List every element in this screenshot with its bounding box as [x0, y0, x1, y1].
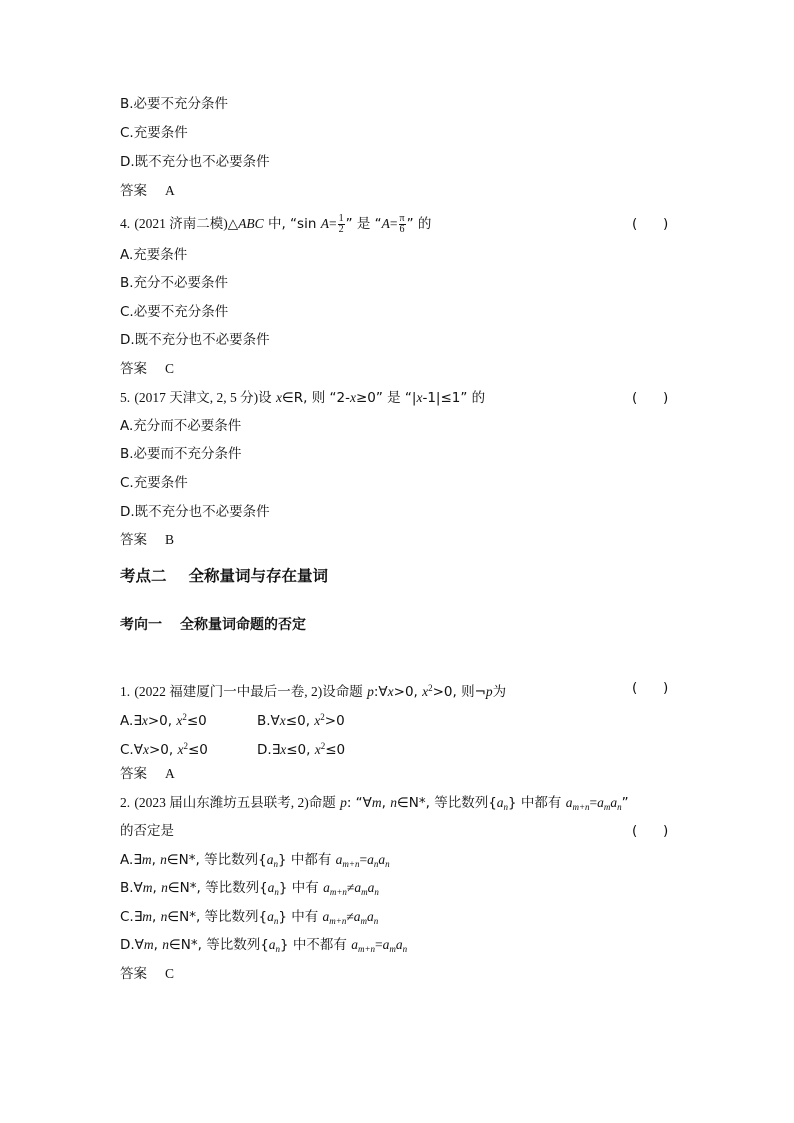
option-prefix: B.∀ — [257, 713, 280, 729]
text-segment: } 中不都有 — [280, 937, 352, 953]
var-a: a — [351, 937, 358, 952]
answer-label: 答案 — [120, 532, 147, 548]
answer-value: A — [165, 183, 175, 198]
relation-sign: ≠ — [346, 909, 354, 924]
answer-bracket: ( ) — [632, 216, 669, 232]
question-1-stem — [120, 679, 506, 701]
option-c: C.充要条件 — [120, 475, 188, 491]
answer-bracket: ( ) — [632, 823, 669, 839]
var-x: x — [280, 742, 287, 757]
text-segment: ∈N*, 等比数列{ — [166, 852, 267, 868]
text-segment: ∈N*, 等比数列{ — [167, 909, 268, 925]
var-m: m — [371, 795, 382, 810]
subscript: n — [402, 944, 408, 954]
var-p: p — [340, 795, 347, 810]
text-segment: , — [152, 909, 161, 925]
question-5-stem — [120, 389, 485, 407]
var-x: x — [416, 390, 423, 405]
text-segment: ∈R, 则 “2- — [281, 390, 350, 406]
question-source: (2022 福建厦门一中最后一卷, 2) — [134, 684, 323, 699]
text-segment: ≥0” 是 “| — [355, 390, 417, 406]
text-segment: 中, “sin — [263, 216, 321, 232]
option-d: D.既不充分也不必要条件 — [120, 154, 270, 170]
var-abc: ABC — [238, 216, 264, 231]
option-prefix: D.∀ — [120, 937, 144, 953]
exponent: 2 — [428, 683, 433, 693]
question-2-stem-line2: 的否定是 — [120, 823, 174, 839]
option-prefix: D.∃ — [257, 742, 281, 758]
var-m: m — [141, 852, 152, 867]
option-b: B.必要不充分条件 — [120, 96, 229, 112]
var-a: a — [496, 795, 504, 810]
var-a: a — [267, 880, 275, 895]
question-number: 4. — [120, 216, 131, 231]
answer-label: 答案 — [120, 966, 147, 982]
subscript: m — [389, 944, 396, 954]
text-segment: } 中都有 — [277, 852, 336, 868]
subscript: n — [617, 802, 622, 812]
answer-label: 答案 — [120, 766, 147, 782]
text-segment: >0, — [393, 684, 423, 700]
option-a: A.充分而不必要条件 — [120, 418, 242, 434]
question-number: 5. — [120, 390, 131, 405]
option-b — [120, 879, 379, 901]
text-segment: ∈N*, 等比数列{ — [167, 880, 268, 896]
text-segment: , — [152, 880, 162, 896]
text-segment: ” 是 “ — [345, 216, 382, 232]
text-segment: ≤0, — [286, 742, 315, 758]
subscript: m — [360, 916, 368, 926]
frac-denominator: 6 — [399, 223, 405, 235]
text-segment: 命题 — [308, 795, 341, 811]
var-x: x — [314, 742, 321, 757]
subscript: n — [373, 916, 379, 926]
var-a: a — [367, 880, 375, 895]
option-prefix: B.∀ — [120, 880, 143, 896]
text-segment: ” 的 — [406, 216, 432, 232]
option-prefix: A.∃ — [120, 852, 142, 868]
subscript: n — [273, 916, 279, 926]
subscript: m — [603, 802, 611, 812]
answer-line — [120, 360, 174, 378]
option-c — [120, 737, 208, 759]
question-number: 2. — [120, 795, 131, 810]
triangle-symbol: △ — [227, 216, 239, 232]
subscript: n — [274, 887, 279, 897]
var-x: x — [279, 713, 286, 728]
var-a: a — [323, 880, 330, 895]
var-n: n — [160, 852, 167, 867]
option-d: D.既不充分也不必要条件 — [120, 504, 270, 520]
var-a: a — [382, 937, 390, 952]
var-a: a — [335, 852, 343, 867]
var-m: m — [142, 909, 152, 924]
subscript: m+n — [357, 944, 376, 954]
exponent: 2 — [320, 741, 326, 751]
var-a: a — [565, 795, 573, 810]
option-c: C.充要条件 — [120, 125, 188, 141]
option-a — [120, 708, 207, 730]
option-b: B.必要而不充分条件 — [120, 446, 242, 462]
frac-numerator: π — [399, 212, 405, 224]
equals-sign: = — [328, 216, 337, 231]
question-4-stem — [120, 212, 431, 236]
option-c — [120, 908, 378, 930]
subsection-title: 全称量词命题的否定 — [180, 617, 306, 633]
exponent: 2 — [183, 741, 188, 751]
var-a: a — [266, 852, 274, 867]
relation-sign: = — [359, 852, 368, 867]
text-segment: 设命题 — [322, 684, 368, 700]
text-segment: ≤0, — [285, 713, 315, 729]
answer-value: C — [165, 966, 175, 981]
var-a: a — [353, 909, 361, 924]
var-n: n — [161, 880, 168, 895]
var-m: m — [143, 937, 154, 952]
section-heading — [120, 566, 328, 586]
subscript: n — [503, 802, 509, 812]
text-segment: :∀ — [373, 684, 388, 700]
var-a: a — [610, 795, 618, 810]
var-x: x — [141, 713, 148, 728]
var-x: x — [349, 390, 356, 405]
text-segment: ” — [621, 795, 629, 811]
var-n: n — [162, 937, 170, 952]
option-a: A.充要条件 — [120, 247, 188, 263]
var-x: x — [142, 742, 149, 757]
equals-sign: = — [589, 795, 598, 810]
text-segment: , — [153, 937, 163, 953]
var-x: x — [314, 713, 321, 728]
answer-bracket: ( ) — [632, 680, 669, 696]
answer-value: A — [165, 766, 175, 781]
var-a: a — [597, 795, 604, 810]
answer-line — [120, 182, 175, 200]
var-a: a — [267, 909, 274, 924]
text-segment: ≤0 — [325, 742, 346, 758]
option-prefix: A.∃ — [120, 713, 142, 729]
option-prefix: C.∃ — [120, 909, 143, 925]
text-segment: ∈N*, 等比数列{ — [397, 795, 497, 811]
answer-line — [120, 531, 174, 549]
answer-label: 答案 — [120, 361, 147, 377]
var-x: x — [422, 684, 429, 699]
question-number: 1. — [120, 684, 131, 699]
option-d — [120, 936, 407, 958]
subsection-label: 考向一 — [120, 617, 162, 633]
question-source: (2017 天津文, 2, 5 分) — [134, 390, 259, 405]
text-segment: >0, — [147, 713, 177, 729]
var-p: p — [367, 684, 374, 699]
answer-line — [120, 965, 174, 983]
subsection-heading — [120, 615, 306, 635]
text-segment: 设 — [258, 390, 276, 406]
text-segment: >0, 则¬ — [432, 684, 486, 700]
text-segment: : “∀ — [346, 795, 372, 811]
subscript: m+n — [572, 802, 590, 812]
option-c: C.必要不充分条件 — [120, 304, 229, 320]
var-a: a — [378, 852, 386, 867]
var-x: x — [176, 713, 183, 728]
answer-value: B — [165, 532, 175, 547]
var-a: a — [268, 937, 276, 952]
text-segment: , — [151, 852, 161, 868]
option-prefix: C.∀ — [120, 742, 143, 758]
answer-bracket: ( ) — [632, 390, 669, 406]
subscript: n — [273, 859, 278, 869]
var-n: n — [160, 909, 168, 924]
question-2-stem — [120, 794, 629, 816]
section-label: 考点二 — [120, 567, 167, 585]
var-x: x — [275, 390, 282, 405]
text-segment: ≤0 — [186, 713, 207, 729]
exponent: 2 — [182, 712, 187, 722]
exponent: 2 — [320, 712, 325, 722]
var-a: a — [367, 909, 374, 924]
text-segment: ≤0 — [187, 742, 208, 758]
text-segment: } 中有 — [278, 909, 323, 925]
var-m: m — [142, 880, 153, 895]
var-p: p — [485, 684, 493, 699]
subscript: m+n — [329, 916, 347, 926]
option-b — [257, 708, 345, 730]
var-a: A — [320, 216, 329, 231]
option-b: B.充分不必要条件 — [120, 275, 229, 291]
var-a: A — [381, 216, 390, 231]
var-a: a — [395, 937, 403, 952]
var-a: a — [354, 880, 362, 895]
question-source: (2021 济南二模) — [134, 216, 228, 231]
text-segment: >0, — [148, 742, 178, 758]
relation-sign: = — [375, 937, 383, 952]
fraction-pi-six — [399, 214, 406, 235]
text-segment: } 中有 — [278, 880, 324, 896]
var-n: n — [390, 795, 398, 810]
text-segment: >0 — [324, 713, 345, 729]
subscript: m+n — [342, 859, 360, 869]
option-a — [120, 851, 390, 873]
answer-line — [120, 765, 175, 783]
text-segment: 为 — [492, 684, 507, 700]
var-x: x — [387, 684, 394, 699]
section-title: 全称量词与存在量词 — [188, 567, 329, 585]
text-segment: , — [381, 795, 391, 811]
question-source: (2023 届山东潍坊五县联考, 2) — [134, 795, 309, 810]
subscript: m — [361, 887, 368, 897]
answer-label: 答案 — [120, 183, 147, 199]
option-d: D.既不充分也不必要条件 — [120, 332, 270, 348]
fraction-one-half — [338, 214, 345, 235]
equals-sign: = — [389, 216, 398, 231]
var-a: a — [367, 852, 374, 867]
subscript: n — [374, 887, 379, 897]
text-segment: ∈N*, 等比数列{ — [169, 937, 269, 953]
var-a: a — [322, 909, 330, 924]
frac-denominator: 2 — [338, 223, 344, 235]
option-d — [257, 737, 345, 759]
subscript: n — [385, 859, 390, 869]
var-x: x — [177, 742, 184, 757]
text-segment: } 中都有 — [508, 795, 566, 811]
subscript: n — [373, 859, 379, 869]
subscript: n — [275, 944, 281, 954]
subscript: m+n — [329, 887, 347, 897]
text-segment: -1|≤1” 的 — [422, 390, 486, 406]
answer-value: C — [165, 361, 175, 376]
relation-sign: ≠ — [346, 880, 355, 895]
frac-numerator: 1 — [338, 212, 344, 224]
